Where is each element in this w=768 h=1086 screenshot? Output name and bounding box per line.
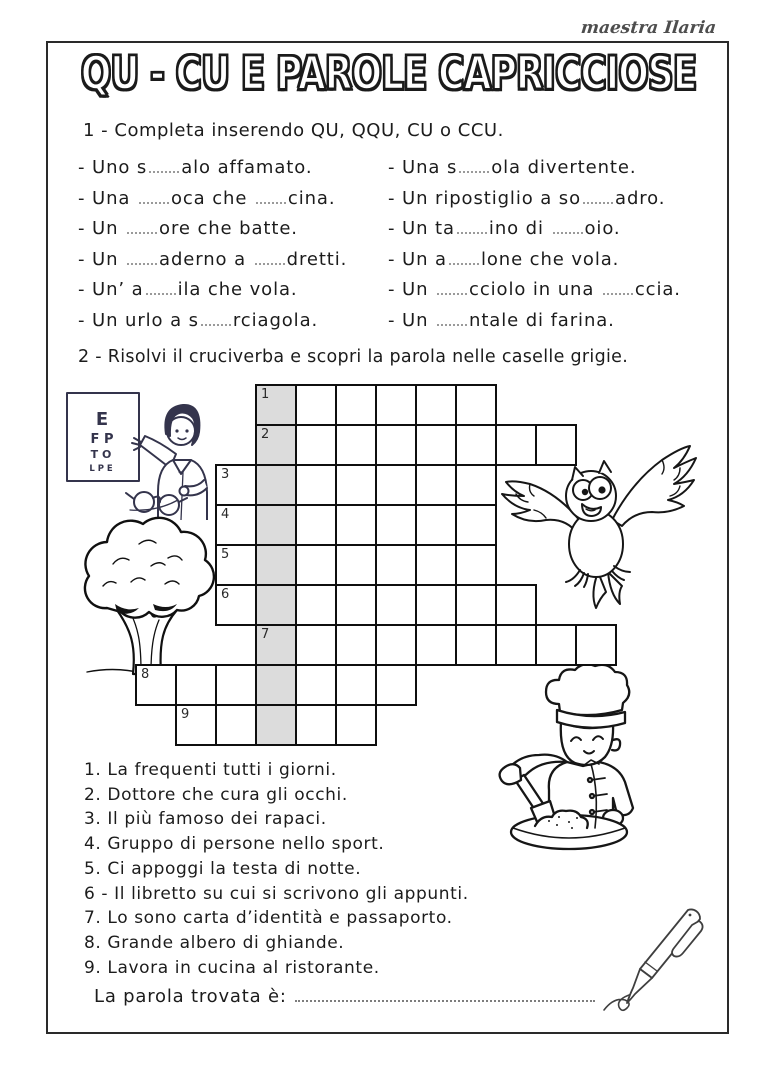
eye-chart-row-2: F P	[90, 432, 114, 447]
fill-in-sentence: - Un cciolo in una ccia.	[388, 279, 681, 300]
crossword-cell-r1-c5[interactable]	[295, 384, 337, 426]
crossword-cell-r4-c3[interactable]	[215, 504, 257, 546]
crossword-cell-r8-c4[interactable]	[255, 664, 297, 706]
crossword-cell-r4-c7[interactable]	[375, 504, 417, 546]
crossword-cell-r1-c8[interactable]	[415, 384, 457, 426]
answer-blank[interactable]	[449, 250, 479, 265]
eye-chart-row-1: E	[95, 409, 109, 430]
crossword-cell-r2-c8[interactable]	[415, 424, 457, 466]
crossword-cell-r9-c5[interactable]	[295, 704, 337, 746]
crossword-cell-r7-c11[interactable]	[535, 624, 577, 666]
crossword-cell-r7-c7[interactable]	[375, 624, 417, 666]
crossword-clue: 9. Lavora in cucina al ristorante.	[84, 957, 380, 978]
crossword-cell-r3-c6[interactable]	[335, 464, 377, 506]
crossword-cell-r5-c9[interactable]	[455, 544, 497, 586]
crossword-cell-r8-c2[interactable]	[175, 664, 217, 706]
eye-doctor-illustration	[60, 388, 218, 520]
crossword-clue-number: 5	[221, 547, 230, 562]
crossword-cell-r5-c3[interactable]	[215, 544, 257, 586]
crossword-cell-r7-c12[interactable]	[575, 624, 617, 666]
oak-tree-illustration	[73, 506, 223, 682]
crossword-cell-r3-c3[interactable]	[215, 464, 257, 506]
crossword-cell-r4-c5[interactable]	[295, 504, 337, 546]
crossword-clue: 2. Dottore che cura gli occhi.	[84, 784, 348, 805]
crossword-cell-r7-c4[interactable]	[255, 624, 297, 666]
crossword-cell-r6-c8[interactable]	[415, 584, 457, 626]
crossword-clue: 4. Gruppo di persone nello sport.	[84, 834, 385, 855]
crossword-cell-r2-c7[interactable]	[375, 424, 417, 466]
crossword-cell-r3-c5[interactable]	[295, 464, 337, 506]
crossword-cell-r2-c9[interactable]	[455, 424, 497, 466]
crossword-clue: 5. Ci appoggi la testa di notte.	[84, 858, 362, 879]
crossword-cell-r2-c10[interactable]	[495, 424, 537, 466]
answer-blank[interactable]	[149, 158, 179, 173]
crossword-cell-r8-c3[interactable]	[215, 664, 257, 706]
crossword-cell-r7-c10[interactable]	[495, 624, 537, 666]
crossword-cell-r6-c3[interactable]	[215, 584, 257, 626]
crossword-cell-r7-c6[interactable]	[335, 624, 377, 666]
crossword-cell-r2-c6[interactable]	[335, 424, 377, 466]
fill-in-sentence: - Un ore che batte.	[78, 218, 298, 239]
crossword-cell-r6-c7[interactable]	[375, 584, 417, 626]
answer-row	[94, 986, 595, 1007]
crossword-cell-r8-c7[interactable]	[375, 664, 417, 706]
answer-dotted-line[interactable]	[295, 986, 595, 1002]
answer-blank[interactable]	[437, 280, 467, 295]
crossword-cell-r8-c5[interactable]	[295, 664, 337, 706]
crossword-cell-r7-c9[interactable]	[455, 624, 497, 666]
answer-blank[interactable]	[127, 219, 157, 234]
crossword-cell-r6-c4[interactable]	[255, 584, 297, 626]
eye-chart-row-3: T O	[90, 448, 112, 461]
fill-in-sentence: - Un ta ino di oio.	[388, 218, 621, 239]
crossword-cell-r3-c9[interactable]	[455, 464, 497, 506]
crossword-clue-number: 9	[181, 707, 190, 722]
crossword-cell-r3-c8[interactable]	[415, 464, 457, 506]
crossword-cell-r5-c5[interactable]	[295, 544, 337, 586]
answer-blank[interactable]	[127, 250, 157, 265]
answer-blank[interactable]	[437, 311, 467, 326]
fill-in-sentence: - Un ntale di farina.	[388, 309, 615, 331]
crossword-cell-r4-c8[interactable]	[415, 504, 457, 546]
answer-blank[interactable]	[457, 219, 487, 234]
crossword-clue: 8. Grande albero di ghiande.	[84, 932, 345, 953]
crossword-clue-number: 2	[261, 427, 270, 442]
crossword-cell-r8-c6[interactable]	[335, 664, 377, 706]
crossword-cell-r9-c3[interactable]	[215, 704, 257, 746]
teacher-signature: maestra Ilaria	[579, 18, 718, 38]
answer-blank[interactable]	[255, 250, 285, 265]
crossword-clue-number: 3	[221, 467, 230, 482]
crossword-cell-r9-c2[interactable]	[175, 704, 217, 746]
crossword-cell-r3-c7[interactable]	[375, 464, 417, 506]
crossword-cell-r4-c9[interactable]	[455, 504, 497, 546]
crossword-cell-r6-c10[interactable]	[495, 584, 537, 626]
eye-chart-row-4: L P E	[89, 464, 113, 474]
crossword-clue: 7. Lo sono carta d’identità e passaporto.	[84, 908, 453, 929]
answer-blank[interactable]	[256, 189, 286, 204]
fill-in-sentence: - Un a lone che vola.	[388, 248, 620, 270]
crossword-cell-r5-c4[interactable]	[255, 544, 297, 586]
answer-blank[interactable]	[603, 280, 633, 295]
worksheet-title: QU - CU E PAROLE CAPRICCIOSE	[80, 48, 697, 101]
crossword-clues-list	[84, 758, 469, 980]
crossword-clue: 1. La frequenti tutti i giorni.	[84, 760, 337, 780]
crossword-clue-number: 8	[141, 667, 150, 682]
crossword-cell-r8-c1[interactable]	[135, 664, 177, 706]
fill-in-sentence: - Un aderno a dretti.	[78, 248, 348, 270]
fill-in-sentence: - Uno s alo affamato.	[78, 157, 313, 178]
answer-blank[interactable]	[201, 311, 231, 326]
crossword-cell-r4-c6[interactable]	[335, 504, 377, 546]
crossword-cell-r7-c5[interactable]	[295, 624, 337, 666]
crossword-clue-number: 1	[261, 387, 270, 402]
crossword-cell-r5-c8[interactable]	[415, 544, 457, 586]
fill-in-sentence: - Un’ a ila che vola.	[78, 279, 298, 300]
crossword-cell-r5-c7[interactable]	[375, 544, 417, 586]
answer-blank[interactable]	[583, 189, 613, 204]
fill-in-sentence: - Una oca che cina.	[78, 187, 336, 209]
fill-in-sentence: - Una s ola divertente.	[388, 157, 637, 178]
exercise2-heading: 2 - Risolvi il cruciverba e scopri la parola nelle caselle grigie.	[78, 347, 629, 367]
chef-illustration	[487, 660, 672, 860]
crossword-cell-r1-c4[interactable]	[255, 384, 297, 426]
crossword-clue: 6 - Il libretto su cui si scrivono gli appunti.	[84, 883, 469, 904]
exercise1-heading: 1 - Completa inserendo QU, QQU, CU o CCU.	[83, 120, 504, 141]
crossword-clue-number: 7	[261, 627, 270, 642]
crossword-cell-r5-c6[interactable]	[335, 544, 377, 586]
crossword-cell-r2-c11[interactable]	[535, 424, 577, 466]
answer-blank[interactable]	[139, 189, 169, 204]
crossword-cell-r4-c4[interactable]	[255, 504, 297, 546]
pen-illustration	[596, 890, 726, 1022]
fill-in-sentence: - Un urlo a s rciagola.	[78, 309, 319, 331]
crossword-cell-r2-c5[interactable]	[295, 424, 337, 466]
crossword-cell-r3-c4[interactable]	[255, 464, 297, 506]
answer-label: La parola trovata è:	[94, 986, 287, 1007]
crossword-cell-r6-c5[interactable]	[295, 584, 337, 626]
answer-blank[interactable]	[459, 158, 489, 173]
answer-blank[interactable]	[146, 280, 176, 295]
crossword-cell-r9-c6[interactable]	[335, 704, 377, 746]
exercise1-right-column	[388, 153, 681, 336]
answer-blank[interactable]	[553, 219, 583, 234]
crossword-cell-r6-c6[interactable]	[335, 584, 377, 626]
crossword-cell-r1-c6[interactable]	[335, 384, 377, 426]
crossword-clue-number: 4	[221, 507, 230, 522]
crossword-cell-r1-c9[interactable]	[455, 384, 497, 426]
crossword-cell-r1-c7[interactable]	[375, 384, 417, 426]
crossword-cell-r7-c8[interactable]	[415, 624, 457, 666]
crossword-cell-r2-c4[interactable]	[255, 424, 297, 466]
crossword-clue-number: 6	[221, 587, 230, 602]
fill-in-sentence: - Un ripostiglio a so adro.	[388, 187, 666, 209]
crossword-cell-r6-c9[interactable]	[455, 584, 497, 626]
exercise1-left-column	[78, 153, 347, 336]
crossword-cell-r9-c4[interactable]	[255, 704, 297, 746]
crossword-clue: 3. Il più famoso dei rapaci.	[84, 809, 327, 830]
